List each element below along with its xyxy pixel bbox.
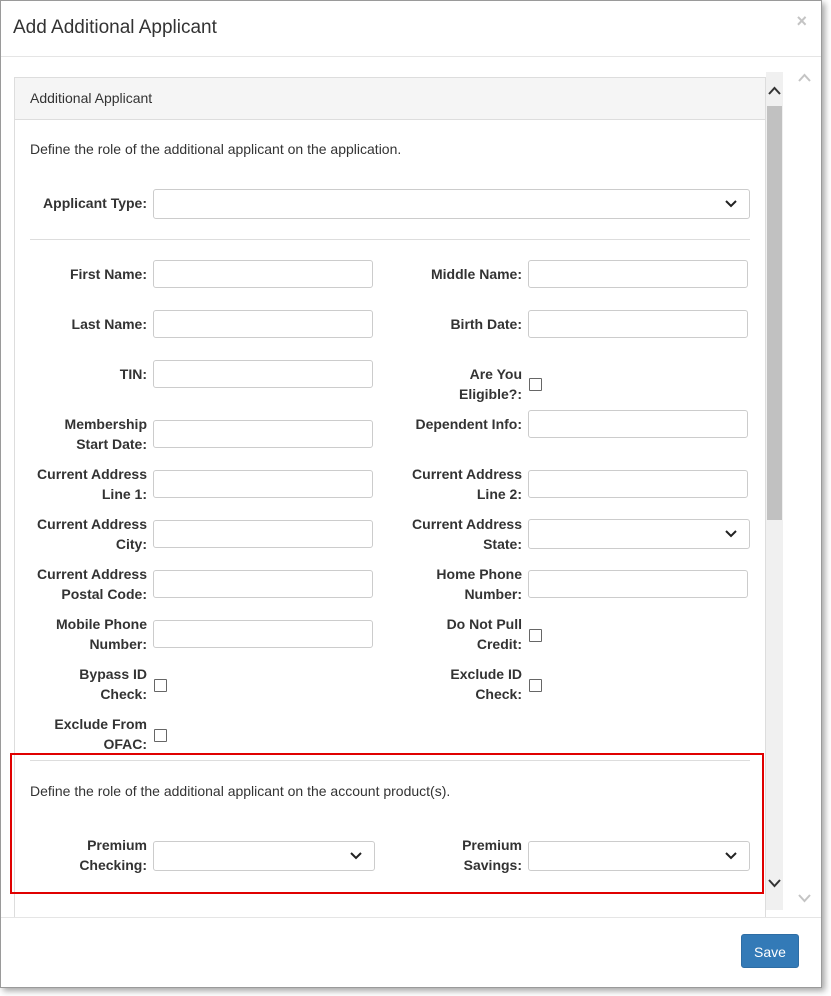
tin-input[interactable]: [153, 360, 373, 388]
premium-checking-select[interactable]: [153, 841, 375, 871]
close-icon[interactable]: ×: [796, 11, 807, 31]
exclude-ofac-checkbox[interactable]: [154, 729, 167, 742]
do-not-pull-credit-label: Do Not Pull Credit:: [446, 616, 522, 652]
premium-savings-select[interactable]: [528, 841, 750, 871]
role-intro-text: Define the role of the additional applicant on the application.: [30, 141, 402, 157]
outer-scroll-down-icon[interactable]: [797, 891, 812, 905]
eligible-checkbox[interactable]: [529, 378, 542, 391]
chevron-down-icon: [725, 198, 737, 210]
dialog-body: [1, 57, 821, 917]
chevron-down-icon: [725, 528, 737, 540]
membership-start-input[interactable]: [153, 420, 373, 448]
scroll-down-icon[interactable]: [767, 876, 782, 890]
inner-scrollbar[interactable]: [766, 72, 783, 910]
applicant-type-select[interactable]: [153, 189, 750, 219]
chevron-down-icon: [350, 850, 362, 862]
eligible-label: Are You Eligible?:: [459, 366, 522, 402]
address-line2-input[interactable]: [528, 470, 748, 498]
address-line2-label: Current Address Line 2:: [412, 466, 522, 502]
do-not-pull-credit-checkbox[interactable]: [529, 629, 542, 642]
city-label: Current Address City:: [37, 516, 147, 552]
membership-start-label: Membership Start Date:: [64, 416, 147, 452]
tin-label: TIN:: [119, 366, 147, 382]
dialog-title: Add Additional Applicant: [13, 17, 217, 38]
address-line1-label: Current Address Line 1:: [37, 466, 147, 502]
scroll-up-icon[interactable]: [767, 84, 782, 98]
panel-heading-text: Additional Applicant: [30, 90, 153, 106]
divider: [30, 760, 750, 761]
dependent-info-input[interactable]: [528, 410, 748, 438]
city-input[interactable]: [153, 520, 373, 548]
exclude-id-label: Exclude ID Check:: [450, 666, 522, 702]
last-name-label: Last Name:: [71, 316, 147, 332]
first-name-input[interactable]: [153, 260, 373, 288]
bypass-id-checkbox[interactable]: [154, 679, 167, 692]
mobile-phone-input[interactable]: [153, 620, 373, 648]
bypass-id-label: Bypass ID Check:: [79, 666, 147, 702]
product-intro-text: Define the role of the additional applicant on the account product(s).: [30, 783, 451, 799]
scrollbar-thumb[interactable]: [767, 106, 782, 520]
birth-date-input[interactable]: [528, 310, 748, 338]
chevron-down-icon: [725, 850, 737, 862]
home-phone-input[interactable]: [528, 570, 748, 598]
state-select[interactable]: [528, 519, 750, 549]
home-phone-label: Home Phone Number:: [436, 566, 522, 602]
additional-applicant-panel: [14, 77, 766, 917]
dialog-footer: [1, 917, 821, 988]
dependent-info-label: Dependent Info:: [415, 416, 522, 432]
dialog-header: [1, 1, 821, 57]
middle-name-label: Middle Name:: [430, 266, 522, 282]
mobile-phone-label: Mobile Phone Number:: [56, 616, 147, 652]
postal-code-input[interactable]: [153, 570, 373, 598]
premium-checking-label: Premium Checking:: [79, 837, 147, 873]
panel-heading: [15, 78, 765, 120]
applicant-type-label: Applicant Type:: [43, 195, 147, 211]
postal-code-label: Current Address Postal Code:: [37, 566, 147, 602]
middle-name-input[interactable]: [528, 260, 748, 288]
outer-scroll-up-icon[interactable]: [797, 71, 812, 85]
state-label: Current Address State:: [412, 516, 522, 552]
premium-savings-label: Premium Savings:: [462, 837, 522, 873]
divider: [30, 239, 750, 240]
exclude-ofac-label: Exclude From OFAC:: [54, 716, 147, 752]
save-button[interactable]: Save: [741, 934, 799, 968]
birth-date-label: Birth Date:: [450, 316, 522, 332]
address-line1-input[interactable]: [153, 470, 373, 498]
exclude-id-checkbox[interactable]: [529, 679, 542, 692]
last-name-input[interactable]: [153, 310, 373, 338]
first-name-label: First Name:: [69, 266, 147, 282]
